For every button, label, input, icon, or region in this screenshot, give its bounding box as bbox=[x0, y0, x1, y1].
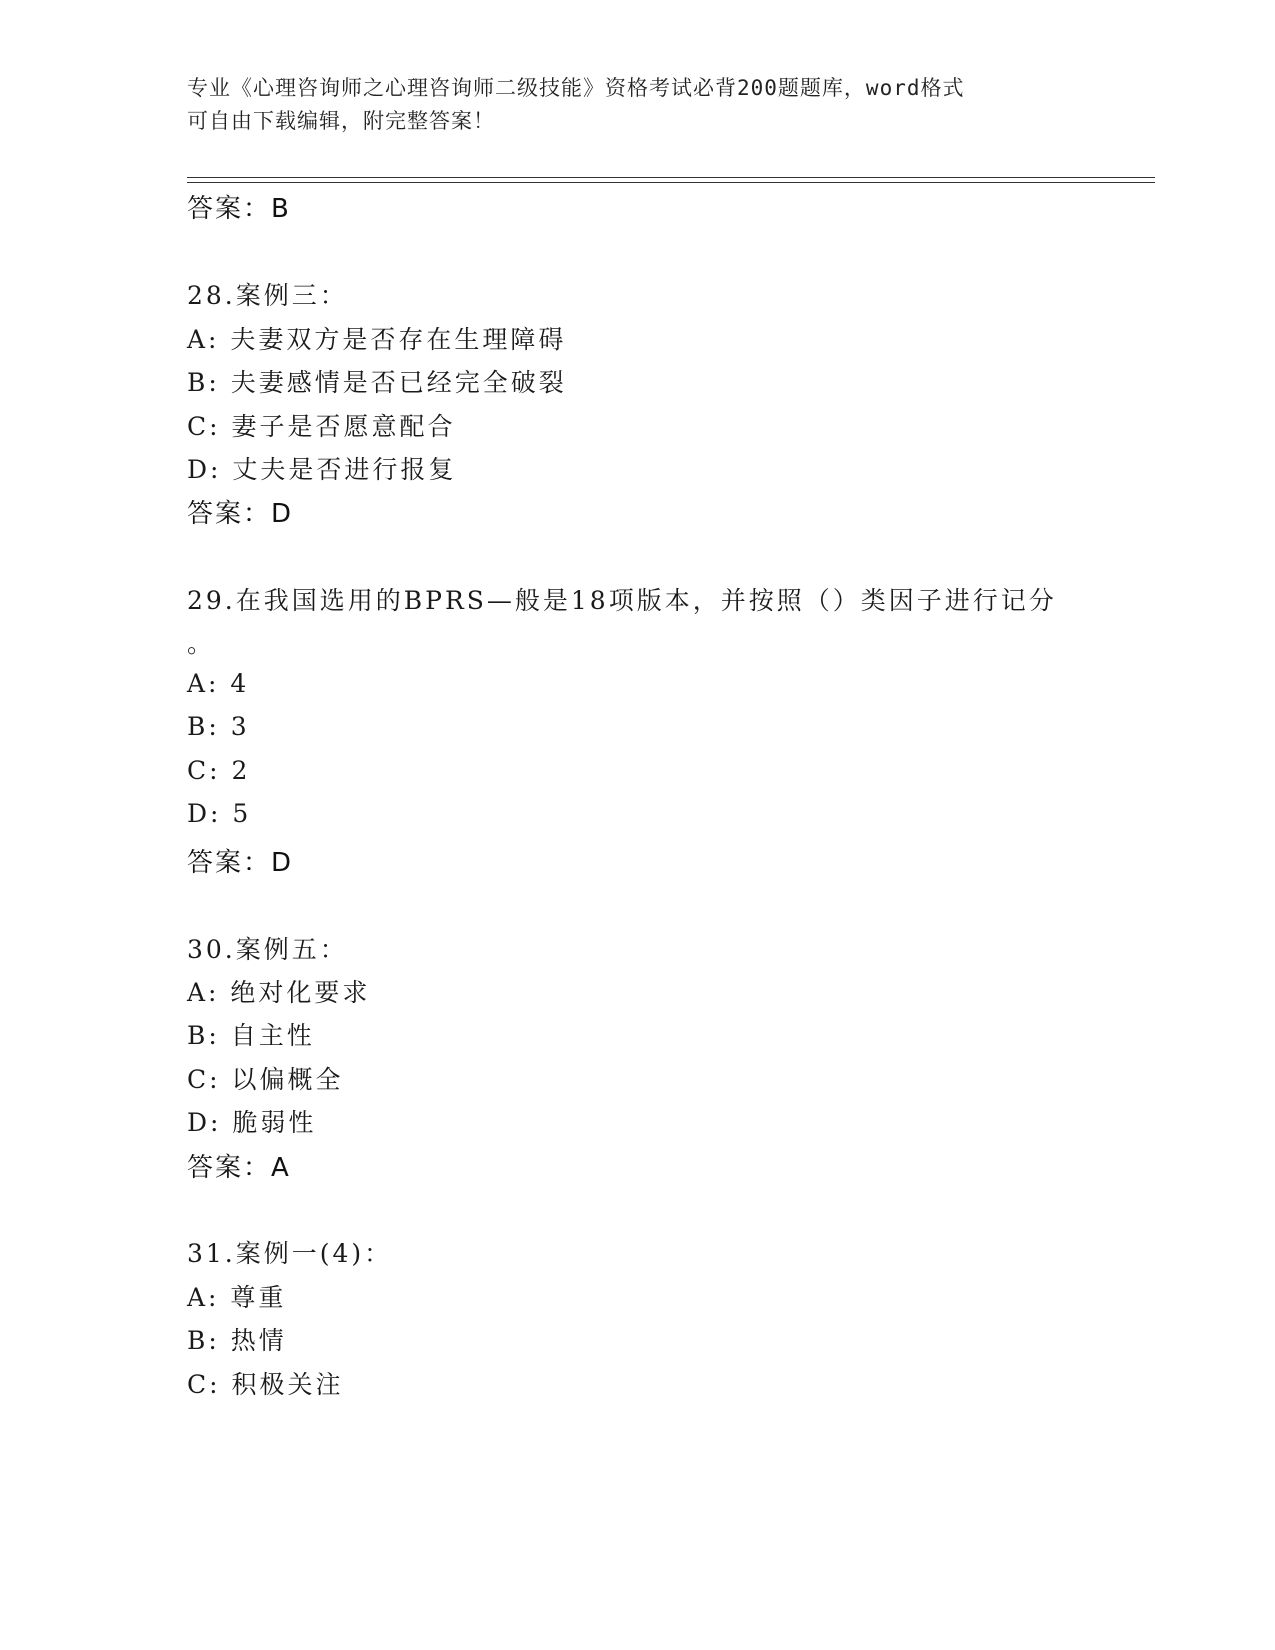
question-28-stem: 28.案例三： bbox=[187, 281, 348, 310]
answer-29: 答案：D bbox=[187, 848, 294, 878]
question-29-stem-continued: 。 bbox=[187, 629, 216, 658]
question-29-option-d: D: 5 bbox=[187, 799, 252, 828]
header-divider-top bbox=[187, 177, 1155, 178]
answer-28: 答案：D bbox=[187, 499, 294, 529]
question-31-stem: 31.案例一(4)： bbox=[187, 1239, 393, 1268]
question-31-option-c: C: 积极关注 bbox=[187, 1370, 344, 1399]
question-29-option-a: A: 4 bbox=[187, 669, 250, 698]
question-28-option-c: C: 妻子是否愿意配合 bbox=[187, 412, 456, 441]
question-31-option-a: A: 尊重 bbox=[187, 1283, 287, 1312]
answer-30: 答案：A bbox=[187, 1153, 291, 1183]
question-29-option-b: B: 3 bbox=[187, 712, 250, 741]
page-header bbox=[187, 72, 1067, 138]
question-29-stem: 29.在我国选用的BPRS—般是18项版本，并按照（）类因子进行记分 bbox=[187, 586, 1057, 615]
question-28-option-a: A: 夫妻双方是否存在生理障碍 bbox=[187, 325, 567, 354]
question-30-stem: 30.案例五： bbox=[187, 935, 348, 964]
question-30-option-a: A: 绝对化要求 bbox=[187, 978, 371, 1007]
question-28-option-b: B: 夫妻感情是否已经完全破裂 bbox=[187, 368, 567, 397]
header-line-1: 专业《心理咨询师之心理咨询师二级技能》资格考试必背200题题库，word格式 bbox=[187, 76, 965, 100]
question-30-option-d: D: 脆弱性 bbox=[187, 1108, 317, 1137]
answer-27: 答案：B bbox=[187, 194, 291, 224]
header-line-2: 可自由下载编辑，附完整答案！ bbox=[187, 109, 495, 133]
header-divider-bottom bbox=[187, 182, 1155, 183]
question-28-option-d: D: 丈夫是否进行报复 bbox=[187, 455, 457, 484]
question-30-option-c: C: 以偏概全 bbox=[187, 1065, 344, 1094]
question-29-option-c: C: 2 bbox=[187, 756, 251, 785]
question-31-option-b: B: 热情 bbox=[187, 1326, 287, 1355]
question-30-option-b: B: 自主性 bbox=[187, 1021, 315, 1050]
